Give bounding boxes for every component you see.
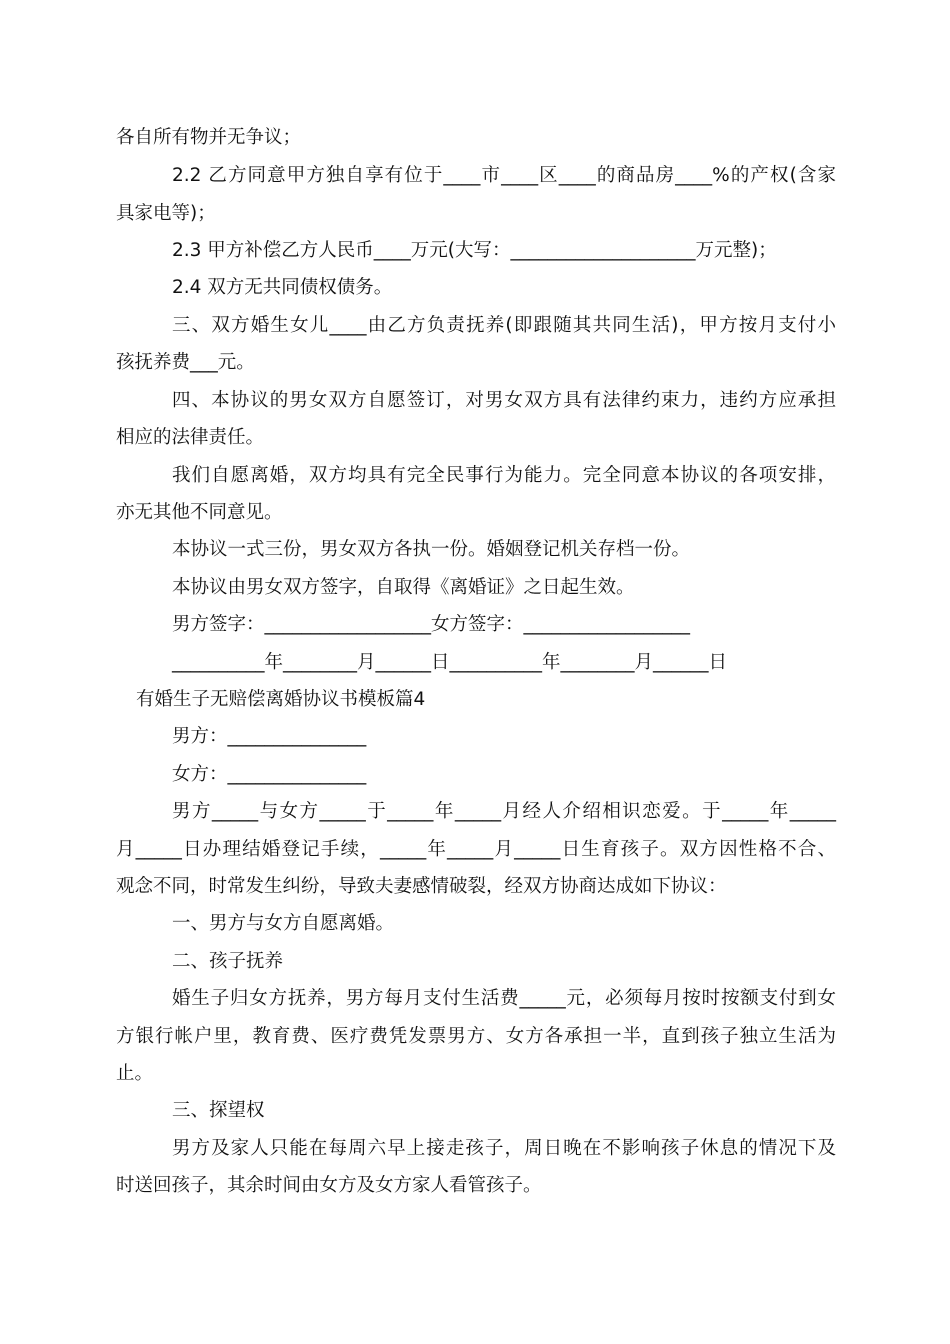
signature-line: 男方签字：__________________女方签字：__________________ — [172, 614, 691, 635]
text-line: 亦无其他不同意见。 — [116, 502, 283, 523]
text-line: 各自所有物并无争议； — [116, 127, 302, 148]
text-line: 三、双方婚生女儿____由乙方负责抚养(即跟随其共同生活)，甲方按月支付小 — [172, 315, 836, 336]
text-line: 止。 — [116, 1063, 154, 1084]
section-heading: 有婚生子无赔偿离婚协议书模板篇4 — [136, 689, 426, 710]
text-line: 时送回孩子，其余时间由女方及女方家人看管孩子。 — [116, 1175, 542, 1196]
text-line: 二、孩子抚养 — [172, 951, 284, 972]
text-line: 男方：_______________ — [172, 726, 367, 747]
text-line: 2.2 乙方同意甲方独自享有位于____市____区____的商品房____%的产权(含家 — [172, 165, 836, 186]
text-line: 男方及家人只能在每周六早上接走孩子，周日晚在不影响孩子休息的情况下及 — [172, 1138, 836, 1159]
text-line: 方银行帐户里，教育费、医疗费凭发票男方、女方各承担一半，直到孩子独立生活为 — [116, 1026, 836, 1047]
text-line: 2.4 双方无共同债权债务。 — [172, 277, 393, 298]
date-line: __________年________月______日__________年________月______日 — [172, 652, 728, 673]
text-line: 三、探望权 — [172, 1100, 265, 1121]
text-line: 月_____日办理结婚登记手续，_____年_____月_____日生育孩子。双方因性格不合、 — [116, 839, 836, 860]
text-line: 相应的法律责任。 — [116, 427, 265, 448]
text-line: 本协议由男女双方签字，自取得《离婚证》之日起生效。 — [172, 577, 635, 598]
text-line: 观念不同，时常发生纠纷，导致夫妻感情破裂，经双方协商达成如下协议： — [116, 876, 727, 897]
text-line: 男方_____与女方_____于_____年_____月经人介绍相识恋爱。于_____年_____ — [172, 801, 836, 822]
text-line: 我们自愿离婚，双方均具有完全民事行为能力。完全同意本协议的各项安排， — [172, 465, 836, 486]
text-line: 四、本协议的男女双方自愿签订，对男女双方具有法律约束力，违约方应承担 — [172, 390, 836, 411]
text-line: 孩抚养费___元。 — [116, 352, 255, 373]
text-line: 一、男方与女方自愿离婚。 — [172, 913, 395, 934]
text-line: 2.3 甲方补偿乙方人民币____万元(大写：____________________万元整)； — [172, 240, 777, 261]
text-line: 婚生子归女方抚养，男方每月支付生活费_____元，必须每月按时按额支付到女 — [172, 988, 836, 1009]
text-line: 女方：_______________ — [172, 764, 367, 785]
text-line: 具家电等)； — [116, 203, 216, 224]
text-line: 本协议一式三份，男女双方各执一份。婚姻登记机关存档一份。 — [172, 539, 691, 560]
